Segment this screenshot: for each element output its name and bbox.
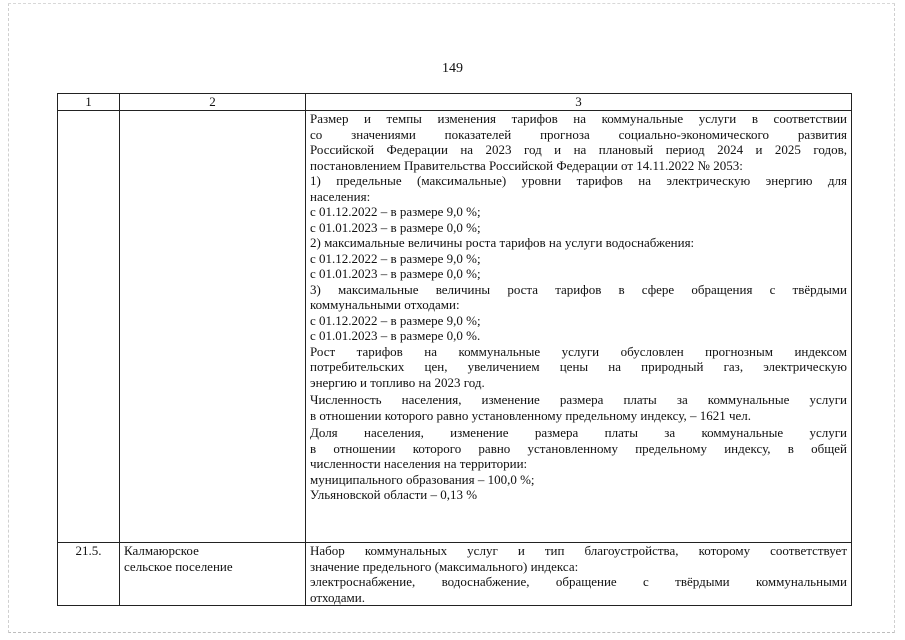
header-col-1: 1 <box>58 94 120 111</box>
text-line: 1) предельные (максимальные) уровни тарифов на электрическую энергию для <box>310 173 847 188</box>
text-line: 3) максимальные величины роста тарифов в сфере обращения с твёрдыми <box>310 281 847 297</box>
text-line: Ульяновской области – 0,13 % <box>310 487 478 502</box>
settlement-cell <box>120 111 306 543</box>
text-line: Доля населения, изменение размера платы за коммунальные услуги <box>310 425 847 440</box>
text-line: в отношении которого равно установленному предельному индексу, в общей <box>310 440 847 456</box>
table-header-row <box>58 94 852 111</box>
text-line: Численность населения, изменение размера платы за коммунальные услуги <box>310 392 847 407</box>
description-cell <box>306 543 852 606</box>
text-line: отходами. <box>310 589 365 605</box>
text-line: населения: <box>310 188 371 204</box>
text-line: с 01.12.2022 – в размере 9,0 %; <box>310 312 481 328</box>
table-row <box>58 543 852 606</box>
text-line: сельское поселение <box>124 558 233 574</box>
text-line: муниципального образования – 100,0 %; <box>310 471 535 487</box>
table-row <box>58 111 852 543</box>
row-number-cell: 21.5. <box>58 543 120 606</box>
text-line: 2) максимальные величины роста тарифов на услуги водоснабжения: <box>310 235 695 250</box>
text-line: с 01.01.2023 – в размере 0,0 %. <box>310 328 481 343</box>
settlement-cell <box>120 543 306 606</box>
text-line: в отношении которого равно установленному предельному индексу, – 1621 чел. <box>310 407 752 423</box>
text-line: с 01.01.2023 – в размере 0,0 %; <box>310 266 481 281</box>
text-line: Размер и темпы изменения тарифов на коммунальные услуги в соответствии <box>310 111 847 126</box>
tariff-table <box>57 93 852 606</box>
text-line: электроснабжение, водоснабжение, обращение с твёрдыми коммунальными <box>310 574 847 589</box>
page-number: 149 <box>442 61 463 76</box>
text-line: Набор коммунальных услуг и тип благоустройства, которому соответствует <box>310 543 847 558</box>
text-line: постановлением Правительства Российской Федерации от 14.11.2022 № 2053: <box>310 157 743 173</box>
text-line: Калмаюрское <box>124 543 199 558</box>
text-line: с 01.12.2022 – в размере 9,0 %; <box>310 250 481 266</box>
text-line: Рост тарифов на коммунальные услуги обусловлен прогнозным индексом <box>310 343 847 359</box>
header-col-2: 2 <box>120 94 306 111</box>
text-line: со значениями показателей прогноза социально-экономического развития <box>310 126 847 142</box>
description-cell <box>306 111 852 543</box>
text-line: коммунальными отходами: <box>310 297 460 312</box>
header-col-3: 3 <box>306 94 852 111</box>
text-line: с 01.12.2022 – в размере 9,0 %; <box>310 204 481 219</box>
text-line: значение предельного (максимального) индекса: <box>310 558 579 574</box>
text-line: численности населения на территории: <box>310 456 528 471</box>
text-line: потребительских цен, увеличением цены на природный газ, электрическую <box>310 359 847 374</box>
text-line: Российской Федерации на 2023 год и на плановый период 2024 и 2025 годов, <box>310 142 847 157</box>
text-line: с 01.01.2023 – в размере 0,0 %; <box>310 219 481 235</box>
text-line: энергию и топливо на 2023 год. <box>310 374 485 390</box>
row-number-cell <box>58 111 120 543</box>
